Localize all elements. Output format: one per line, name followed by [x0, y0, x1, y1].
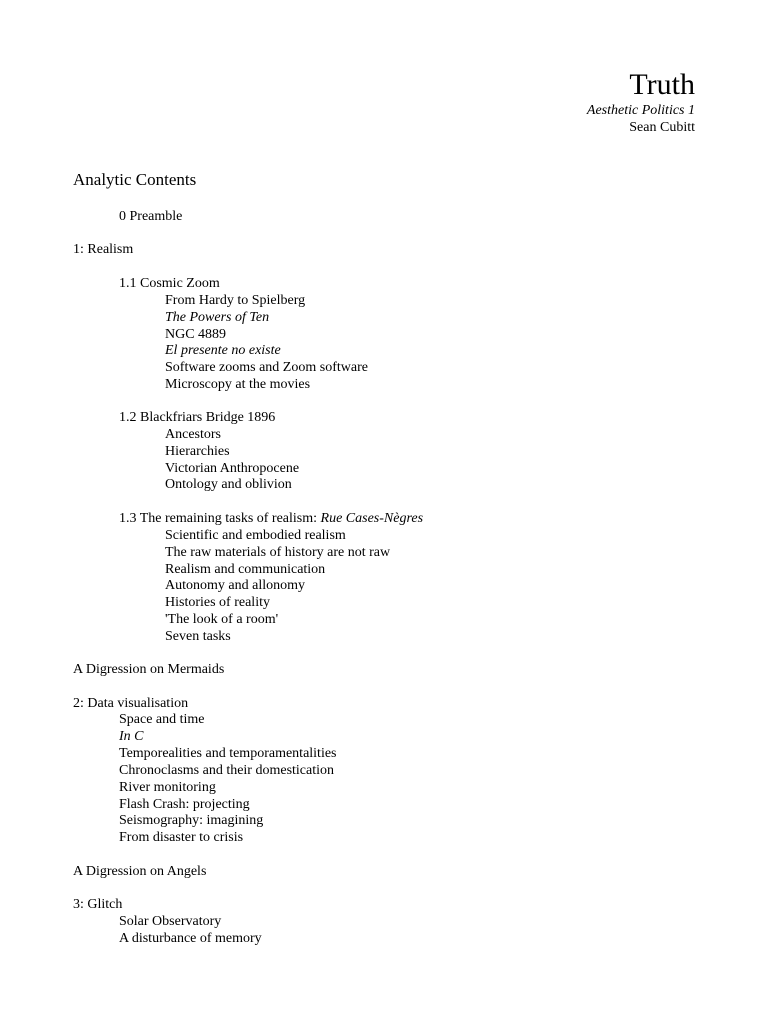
title-block [587, 68, 695, 136]
toc-item: Seismography: imagining [119, 813, 264, 828]
toc-item: Chronoclasms and their domestication [119, 763, 335, 778]
toc-item: Microscopy at the movies [165, 377, 311, 392]
toc-item: Seven tasks [165, 629, 231, 644]
toc-item: From Hardy to Spielberg [165, 293, 306, 308]
toc-section-1-2: 1.2 Blackfriars Bridge 1896 [119, 410, 276, 425]
toc-item: Solar Observatory [119, 914, 222, 929]
toc-item: NGC 4889 [165, 327, 227, 342]
toc-item: Flash Crash: projecting [119, 797, 250, 812]
toc-chapter-1: 1: Realism [73, 242, 134, 257]
toc-item: A disturbance of memory [119, 931, 262, 946]
toc-item: Histories of reality [165, 595, 270, 610]
toc-item: Temporealities and temporamentalities [119, 746, 337, 761]
toc-item: Space and time [119, 712, 205, 727]
toc-section-1-1: 1.1 Cosmic Zoom [119, 276, 220, 291]
toc-item: Realism and communication [165, 562, 326, 577]
toc-item: River monitoring [119, 780, 216, 795]
toc-item: Scientific and embodied realism [165, 528, 346, 543]
document-title: Truth [629, 68, 695, 101]
toc-digression-mermaids: A Digression on Mermaids [73, 662, 225, 677]
section-title-italic: Rue Cases-Nègres [320, 511, 424, 526]
toc-chapter-2: 2: Data visualisation [73, 696, 189, 711]
document-author: Sean Cubitt [629, 120, 695, 135]
document-subtitle: Aesthetic Politics 1 [586, 103, 695, 118]
toc-preamble: 0 Preamble [119, 209, 183, 224]
section-title-text: 1.3 The remaining tasks of realism: [119, 511, 321, 526]
toc-chapter-3: 3: Glitch [73, 897, 123, 912]
toc-item: El presente no existe [165, 343, 281, 358]
toc-item: Hierarchies [165, 444, 230, 459]
toc-item: The raw materials of history are not raw [165, 545, 391, 560]
toc-section-1-3 [119, 510, 423, 527]
toc-item: Autonomy and allonomy [165, 578, 305, 593]
toc-item: Software zooms and Zoom software [165, 360, 368, 375]
toc-item: The Powers of Ten [165, 310, 270, 325]
toc-digression-angels: A Digression on Angels [73, 864, 207, 879]
toc-item: In C [119, 729, 144, 744]
toc-item: From disaster to crisis [119, 830, 244, 845]
toc-item: Ontology and oblivion [165, 477, 292, 492]
contents-heading: Analytic Contents [73, 170, 197, 189]
toc-item: 'The look of a room' [165, 612, 279, 627]
toc-item: Ancestors [165, 427, 221, 442]
toc-item: Victorian Anthropocene [165, 461, 300, 476]
